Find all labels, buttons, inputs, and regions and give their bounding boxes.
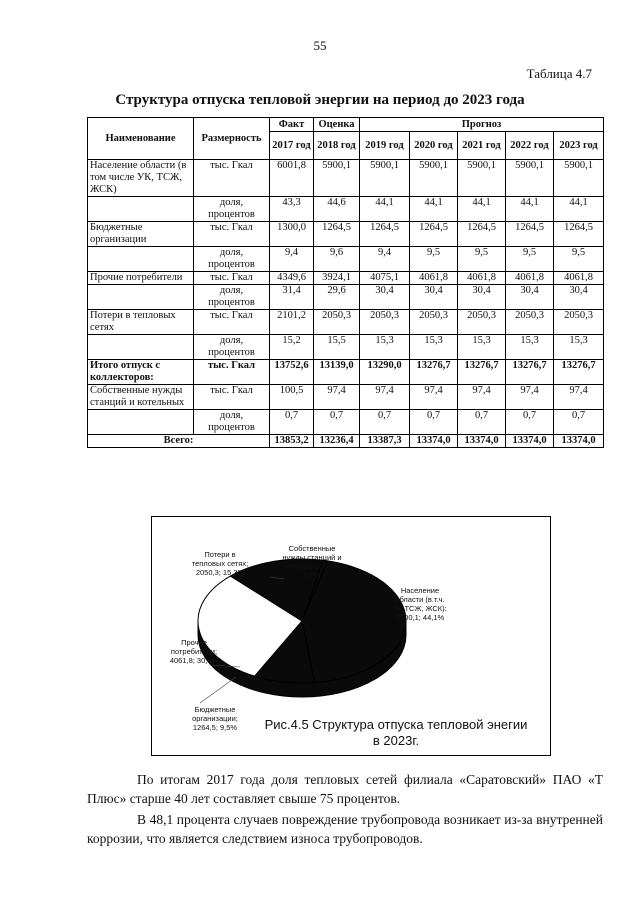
row-value: 13276,7 xyxy=(410,360,458,385)
row-value: 4075,1 xyxy=(360,272,410,285)
row-value: 30,4 xyxy=(360,285,410,310)
row-value: 6001,8 xyxy=(270,160,314,197)
row-value: 97,4 xyxy=(360,385,410,410)
row-value: 2101,2 xyxy=(270,310,314,335)
row-unit: тыс. Гкал xyxy=(194,310,270,335)
row-name: Всего: xyxy=(88,435,270,448)
row-value: 29,6 xyxy=(314,285,360,310)
row-value: 30,4 xyxy=(506,285,554,310)
row-unit: доля, процентов xyxy=(194,197,270,222)
header-fact: Факт xyxy=(270,118,314,132)
row-value: 9,5 xyxy=(506,247,554,272)
row-value: 15,3 xyxy=(506,335,554,360)
row-value: 4061,8 xyxy=(410,272,458,285)
row-value: 44,1 xyxy=(360,197,410,222)
row-value: 97,4 xyxy=(314,385,360,410)
table-row xyxy=(88,310,604,335)
label-prochie: Прочие потребители; 4061,8; 30,4% xyxy=(169,638,219,665)
row-value: 13752,6 xyxy=(270,360,314,385)
row-value: 44,1 xyxy=(554,197,604,222)
row-name: Прочие потребители xyxy=(88,272,194,285)
row-value: 100,5 xyxy=(270,385,314,410)
header-year: 2023 год xyxy=(554,132,604,160)
row-name xyxy=(88,247,194,272)
row-name: Население области (в том числе УК, ТСЖ, ЖСК) xyxy=(88,160,194,197)
table-row xyxy=(88,410,604,435)
header-unit: Размерность xyxy=(194,118,270,160)
row-name xyxy=(88,285,194,310)
row-name xyxy=(88,410,194,435)
header-year: 2018 год xyxy=(314,132,360,160)
page-number: 55 xyxy=(313,38,327,53)
row-value: 44,1 xyxy=(506,197,554,222)
row-value: 97,4 xyxy=(554,385,604,410)
row-value: 9,4 xyxy=(270,247,314,272)
row-unit: тыс. Гкал xyxy=(194,160,270,197)
row-name xyxy=(88,335,194,360)
row-value: 1264,5 xyxy=(458,222,506,247)
table-row xyxy=(88,285,604,310)
table-row xyxy=(88,272,604,285)
row-value: 1264,5 xyxy=(314,222,360,247)
pie-chart-frame xyxy=(151,516,551,756)
row-value: 13853,2 xyxy=(270,435,314,448)
row-value: 13276,7 xyxy=(554,360,604,385)
header-estimate: Оценка xyxy=(314,118,360,132)
row-unit: тыс. Гкал xyxy=(194,385,270,410)
row-value: 2050,3 xyxy=(458,310,506,335)
row-value: 1264,5 xyxy=(506,222,554,247)
row-value: 31,4 xyxy=(270,285,314,310)
row-value: 0,7 xyxy=(270,410,314,435)
row-value: 1264,5 xyxy=(360,222,410,247)
row-value: 4349,6 xyxy=(270,272,314,285)
row-value: 13374,0 xyxy=(506,435,554,448)
row-unit: тыс. Гкал xyxy=(194,222,270,247)
row-name xyxy=(88,197,194,222)
row-value: 13139,0 xyxy=(314,360,360,385)
row-name: Итого отпуск с коллекторов: xyxy=(88,360,194,385)
table-caption: Таблица 4.7 xyxy=(526,66,592,81)
header-forecast: Прогноз xyxy=(360,118,604,132)
header-year: 2017 год xyxy=(270,132,314,160)
row-value: 15,2 xyxy=(270,335,314,360)
row-value: 43,3 xyxy=(270,197,314,222)
row-value: 9,5 xyxy=(410,247,458,272)
row-unit: тыс. Гкал xyxy=(194,272,270,285)
row-value: 97,4 xyxy=(506,385,554,410)
row-unit: тыс. Гкал xyxy=(194,360,270,385)
table-row xyxy=(88,335,604,360)
paragraph-2: В 48,1 процента случаев повреждение трубопровода возникает из-за внутренней коррозии, что является следствием износа трубопроводов. xyxy=(87,812,603,846)
row-value: 97,4 xyxy=(458,385,506,410)
row-name: Собственные нужды станций и котельных xyxy=(88,385,194,410)
row-value: 4061,8 xyxy=(458,272,506,285)
row-value: 44,1 xyxy=(410,197,458,222)
row-value: 9,4 xyxy=(360,247,410,272)
row-value: 13290,0 xyxy=(360,360,410,385)
row-value: 97,4 xyxy=(410,385,458,410)
label-byudzhet: Бюджетные организации; 1264,5; 9,5% xyxy=(192,705,238,732)
row-unit: доля, процентов xyxy=(194,285,270,310)
row-value: 9,5 xyxy=(554,247,604,272)
row-value: 30,4 xyxy=(410,285,458,310)
row-unit: доля, процентов xyxy=(194,247,270,272)
header-year: 2020 год xyxy=(410,132,458,160)
row-value: 15,3 xyxy=(360,335,410,360)
row-value: 5900,1 xyxy=(554,160,604,197)
table-row xyxy=(88,360,604,385)
row-value: 13276,7 xyxy=(506,360,554,385)
table-row xyxy=(88,222,604,247)
table-row xyxy=(88,385,604,410)
row-value: 44,6 xyxy=(314,197,360,222)
row-value: 15,3 xyxy=(410,335,458,360)
row-value: 13374,0 xyxy=(554,435,604,448)
table-row xyxy=(88,197,604,222)
row-unit: доля, процентов xyxy=(194,410,270,435)
table-row xyxy=(88,435,604,448)
table-row xyxy=(88,160,604,197)
table-title: Структура отпуска тепловой энергии на период до 2023 года xyxy=(115,92,525,108)
row-value: 9,5 xyxy=(458,247,506,272)
label-naselenie: Население области (в.т.ч. УК,ТСЖ, ЖСК): 5900,1; 44,1% xyxy=(393,586,447,622)
row-value: 2050,3 xyxy=(554,310,604,335)
row-value: 3924,1 xyxy=(314,272,360,285)
row-value: 0,7 xyxy=(458,410,506,435)
row-value: 2050,3 xyxy=(314,310,360,335)
row-value: 0,7 xyxy=(554,410,604,435)
table-row xyxy=(88,247,604,272)
row-value: 5900,1 xyxy=(360,160,410,197)
row-value: 1264,5 xyxy=(410,222,458,247)
row-value: 30,4 xyxy=(554,285,604,310)
row-value: 4061,8 xyxy=(506,272,554,285)
header-year: 2021 год xyxy=(458,132,506,160)
row-value: 2050,3 xyxy=(410,310,458,335)
row-name: Бюджетные организации xyxy=(88,222,194,247)
row-unit: доля, процентов xyxy=(194,335,270,360)
row-value: 13276,7 xyxy=(458,360,506,385)
label-sobstv: Собственные нужды станций и котельных; 97,4; 0,7% xyxy=(282,544,342,580)
row-name: Потери в тепловых сетях xyxy=(88,310,194,335)
header-year: 2022 год xyxy=(506,132,554,160)
row-value: 30,4 xyxy=(458,285,506,310)
row-value: 0,7 xyxy=(360,410,410,435)
label-poteri: Потери в тепловых сетях; 2050,3; 15,3% xyxy=(191,550,249,577)
row-value: 0,7 xyxy=(410,410,458,435)
row-value: 0,7 xyxy=(506,410,554,435)
row-value: 4061,8 xyxy=(554,272,604,285)
leader-line-2 xyxy=(200,677,236,703)
heat-supply-table xyxy=(87,117,604,448)
row-value: 13236,4 xyxy=(314,435,360,448)
figure-caption: Рис.4.5 Структура отпуска тепловой энегии в 2023г. xyxy=(264,717,528,748)
row-value: 5900,1 xyxy=(314,160,360,197)
row-value: 15,3 xyxy=(458,335,506,360)
row-value: 9,6 xyxy=(314,247,360,272)
row-value: 2050,3 xyxy=(360,310,410,335)
row-value: 5900,1 xyxy=(506,160,554,197)
row-value: 0,7 xyxy=(314,410,360,435)
row-value: 5900,1 xyxy=(458,160,506,197)
row-value: 15,5 xyxy=(314,335,360,360)
row-value: 15,3 xyxy=(554,335,604,360)
header-name: Наименование xyxy=(88,118,194,160)
paragraph-1: По итогам 2017 года доля тепловых сетей филиала «Саратовский» ПАО «Т Плюс» старше 40 лет составляет свыше 75 процентов. xyxy=(87,772,603,806)
row-value: 44,1 xyxy=(458,197,506,222)
row-value: 1264,5 xyxy=(554,222,604,247)
header-year: 2019 год xyxy=(360,132,410,160)
row-value: 13374,0 xyxy=(410,435,458,448)
row-value: 2050,3 xyxy=(506,310,554,335)
row-value: 13374,0 xyxy=(458,435,506,448)
row-value: 1300,0 xyxy=(270,222,314,247)
row-value: 13387,3 xyxy=(360,435,410,448)
row-value: 5900,1 xyxy=(410,160,458,197)
